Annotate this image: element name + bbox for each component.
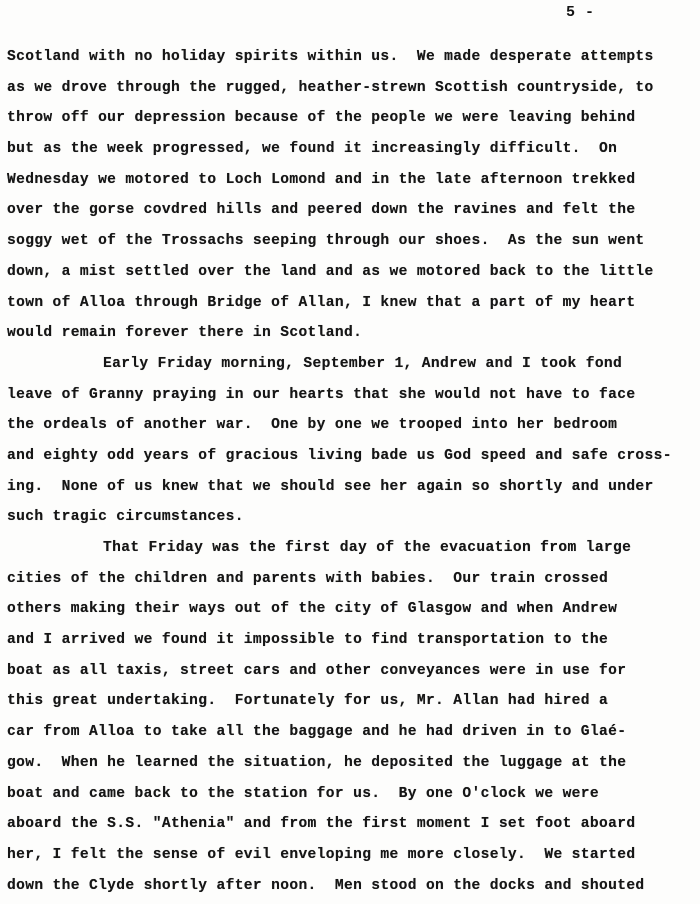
text-line: boat as all taxis, street cars and other conveyances were in use for bbox=[7, 662, 627, 679]
text-line: ing. None of us knew that we should see her again so shortly and under bbox=[7, 478, 654, 495]
text-line: over the gorse covdred hills and peered down the ravines and felt the bbox=[7, 202, 636, 219]
text-line: aboard the S.S. "Athenia" and from the first moment I set foot aboard bbox=[7, 816, 636, 833]
text-line: car from Alloa to take all the baggage and he had driven in to Glaé- bbox=[7, 724, 627, 741]
text-line: boat and came back to the station for us. By one O'clock we were bbox=[7, 785, 599, 802]
text-line: would remain forever there in Scotland. bbox=[7, 325, 363, 342]
text-line: throw off our depression because of the people we were leaving behind bbox=[7, 110, 636, 127]
paragraph-start-line: That Friday was the first day of the evacuation from large bbox=[103, 540, 632, 556]
body-text bbox=[7, 42, 697, 901]
text-line: soggy wet of the Trossachs seeping through our shoes. As the sun went bbox=[7, 233, 645, 250]
text-line: Wednesday we motored to Loch Lomond and in the late afternoon trekked bbox=[7, 171, 636, 188]
text-line: but as the week progressed, we found it increasingly difficult. On bbox=[7, 141, 618, 158]
text-line: and eighty odd years of gracious living bade us God speed and safe cross- bbox=[7, 447, 672, 464]
text-line: this great undertaking. Fortunately for us, Mr. Allan had hired a bbox=[7, 693, 609, 710]
text-line: such tragic circumstances. bbox=[7, 509, 244, 526]
text-line: down, a mist settled over the land and as we motored back to the little bbox=[7, 263, 654, 280]
text-line: Scotland with no holiday spirits within us. We made desperate attempts bbox=[7, 49, 654, 65]
text-line: the ordeals of another war. One by one we trooped into her bedroom bbox=[7, 417, 618, 434]
text-line: gow. When he learned the situation, he deposited the luggage at the bbox=[7, 754, 627, 771]
text-line: leave of Granny praying in our hearts that she would not have to face bbox=[7, 386, 636, 403]
text-line: and I arrived we found it impossible to find transportation to the bbox=[7, 632, 609, 649]
text-line: cities of the children and parents with babies. Our train crossed bbox=[7, 570, 609, 587]
text-line: her, I felt the sense of evil enveloping me more closely. We started bbox=[7, 846, 636, 863]
page-number: 5 - bbox=[566, 4, 595, 21]
text-line: down the Clyde shortly after noon. Men stood on the docks and shouted bbox=[7, 877, 645, 894]
paragraph-start-line: Early Friday morning, September 1, Andrew and I took fond bbox=[103, 355, 623, 372]
text-line: as we drove through the rugged, heather-strewn Scottish countryside, to bbox=[7, 79, 654, 96]
text-line: others making their ways out of the city of Glasgow and when Andrew bbox=[7, 601, 618, 618]
text-line: town of Alloa through Bridge of Allan, I knew that a part of my heart bbox=[7, 294, 636, 311]
